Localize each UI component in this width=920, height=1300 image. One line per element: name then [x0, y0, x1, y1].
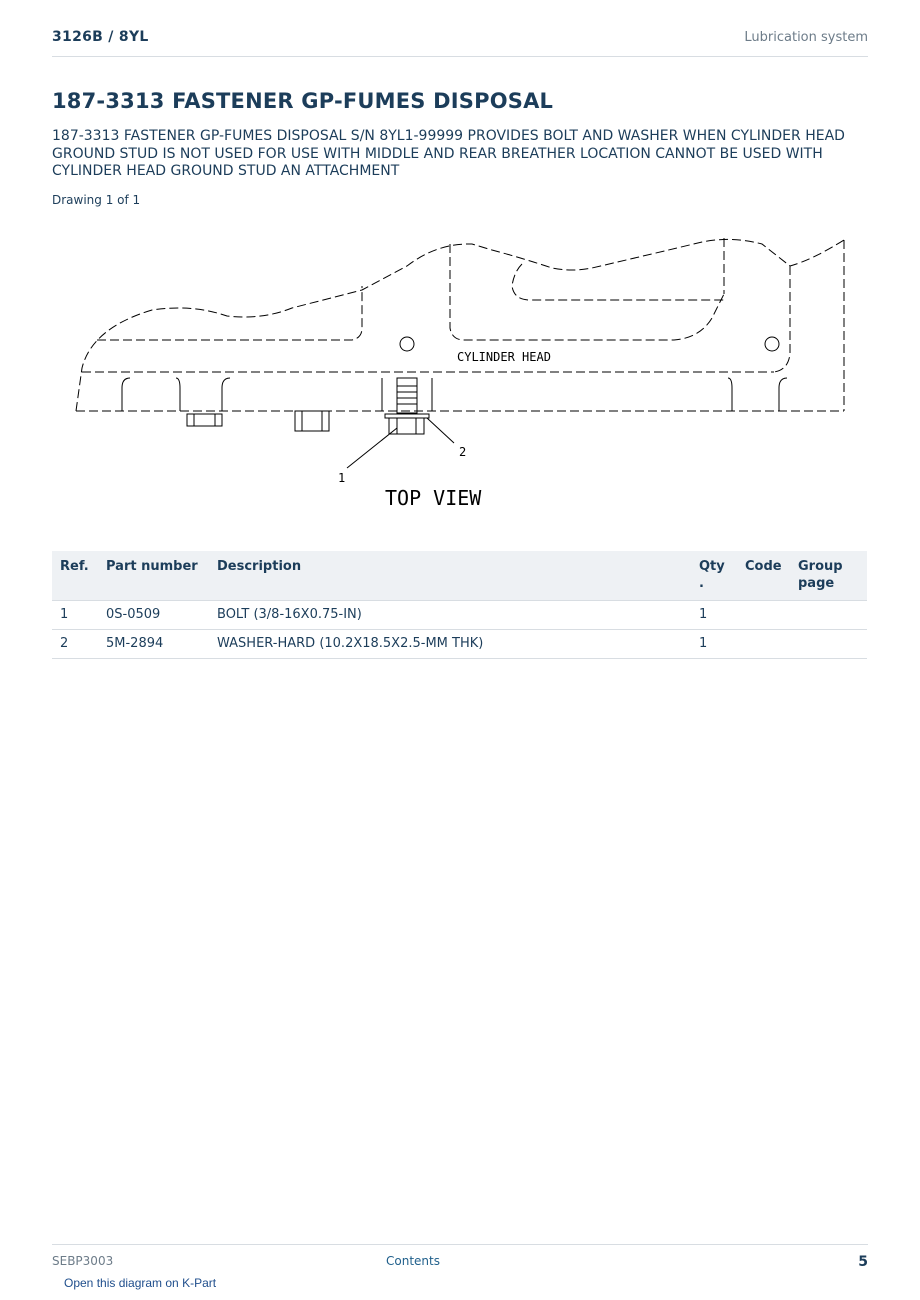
page-number: 5: [858, 1254, 868, 1270]
wall-right: [774, 266, 790, 372]
open-kpart-link[interactable]: Open this diagram on K-Part: [64, 1276, 217, 1290]
col-code: Code: [737, 551, 790, 601]
document-id: SEBP3003: [52, 1254, 114, 1268]
stud-threads: [397, 386, 417, 404]
bolt-hole-right: [765, 337, 779, 351]
label-cylinder-head: CYLINDER HEAD: [457, 350, 551, 364]
callout-2: 2: [459, 445, 467, 459]
cell-part-number: 5M-2894: [98, 630, 209, 659]
ribs: [122, 378, 787, 411]
cell-ref: 1: [52, 601, 98, 630]
col-ref: Ref.: [52, 551, 98, 601]
col-qty: Qty .: [691, 551, 737, 601]
label-top-view: TOP VIEW: [385, 486, 482, 510]
contents-link[interactable]: Contents: [386, 1254, 440, 1268]
group-description: 187-3313 FASTENER GP-FUMES DISPOSAL S/N 8YL1-99999 PROVIDES BOLT AND WASHER WHEN CYLINDER HEAD GROUND STUD IS NOT USED FOR USE WITH MIDDLE AND REAR BREATHER LOCATION CANNOT BE USED WITH CYLINDER HEAD GROUND STUD AN ATTACHMENT: [52, 128, 845, 179]
parts-table-header: [52, 551, 867, 601]
page-header: [52, 28, 868, 57]
col-description: Description: [209, 551, 691, 601]
nut-middle: [295, 411, 329, 431]
parts-diagram: [52, 228, 867, 518]
bulkhead-center: [450, 244, 724, 340]
callout-1: 1: [338, 471, 346, 485]
bolt-head-facets: [397, 418, 416, 434]
nut-left: [187, 414, 222, 426]
chamber-left: [97, 286, 362, 340]
section-label: Lubrication system: [744, 30, 868, 45]
model-label: 3126B / 8YL: [52, 29, 149, 45]
page-footer: [52, 1244, 868, 1275]
pocket-right: [512, 238, 724, 300]
nut-middle-facets: [302, 411, 322, 431]
cell-description: WASHER-HARD (10.2X18.5X2.5-MM THK): [209, 630, 691, 659]
col-group-page: Group page: [790, 551, 867, 601]
leader-line-2: [427, 418, 454, 443]
table-row: [52, 630, 867, 659]
parts-table: [52, 551, 867, 659]
cell-qty: 1: [691, 630, 737, 659]
washer-item-2: [385, 414, 429, 418]
cell-group-page: [790, 601, 867, 630]
bolt-head-item-1: [389, 418, 424, 434]
cell-qty: 1: [691, 601, 737, 630]
bolt-hole-left: [400, 337, 414, 351]
cell-code: [737, 601, 790, 630]
col-part-number: Part number: [98, 551, 209, 601]
page-title: 187-3313 FASTENER GP-FUMES DISPOSAL: [52, 89, 554, 113]
cell-description: BOLT (3/8-16X0.75-IN): [209, 601, 691, 630]
cell-ref: 2: [52, 630, 98, 659]
cell-part-number: 0S-0509: [98, 601, 209, 630]
table-row: [52, 601, 867, 630]
cell-code: [737, 630, 790, 659]
leader-line-1: [347, 428, 397, 468]
ground-stud: [397, 378, 417, 413]
nut-left-facets: [194, 414, 215, 426]
drawing-count: Drawing 1 of 1: [52, 193, 141, 207]
head-outline-top: [76, 239, 844, 411]
cell-group-page: [790, 630, 867, 659]
